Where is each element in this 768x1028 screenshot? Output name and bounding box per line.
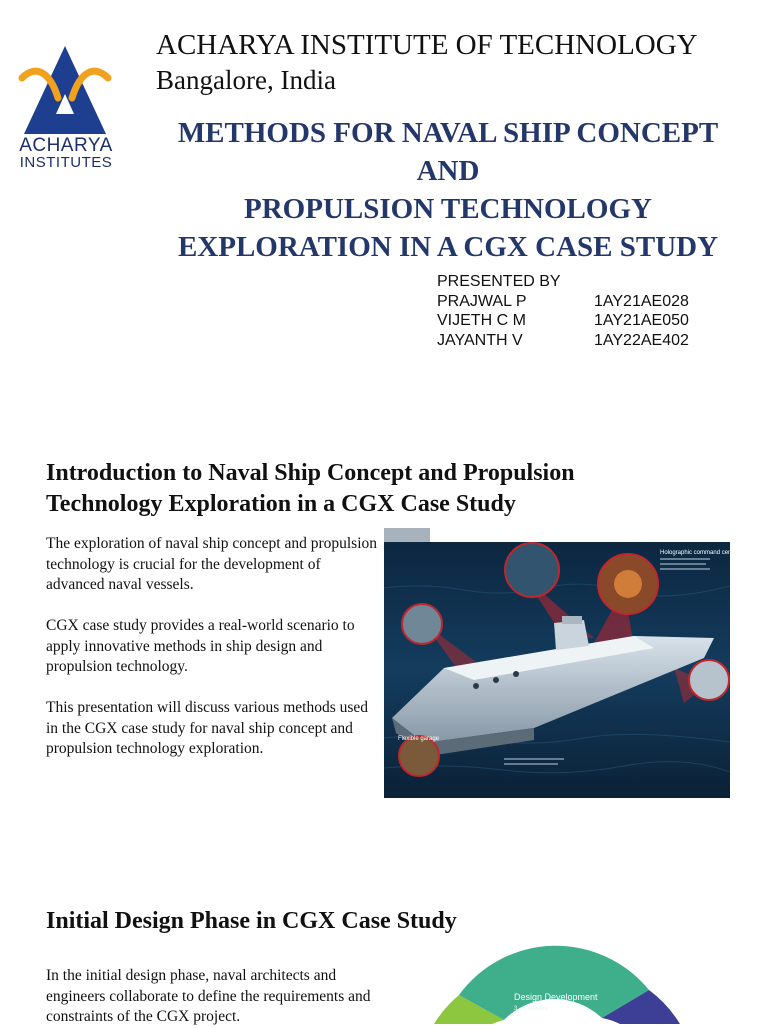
- presenter-name: PRAJWAL P: [437, 292, 527, 310]
- title-line-3: PROPULSION TECHNOLOGY: [244, 193, 652, 225]
- presenter-row: [437, 311, 689, 331]
- presenters-heading: PRESENTED BY: [437, 273, 561, 290]
- presenter-usn: 1AY22AE402: [594, 331, 689, 349]
- intro-paragraph: The exploration of naval ship concept and propulsion technology is crucial for the development of advanced naval vessels.: [46, 535, 378, 593]
- intro-slide-title: Introduction to Naval Ship Concept and Propulsion Technology Exploration in a CGX Case Study: [46, 460, 575, 517]
- chart-segment-label: Design Development: [514, 992, 598, 1002]
- design-phase-body: In the initial design phase, naval architects and engineers collaborate to define the requirements and constraints of the CGX project.: [46, 967, 371, 1025]
- presentation-title: [142, 114, 754, 266]
- presenter-usn: 1AY21AE050: [594, 312, 689, 329]
- logo-wordmark-bottom: INSTITUTES: [19, 154, 113, 171]
- chart-segment-duration: 3 - 4 months: [514, 1006, 548, 1012]
- intro-paragraph: CGX case study provides a real-world scenario to apply innovative methods in ship design and propulsion technology.: [46, 617, 355, 675]
- design-phase-chart: [384, 960, 730, 1027]
- institute-location: Bangalore, India: [156, 65, 336, 95]
- naval-ship-infographic: [384, 528, 739, 798]
- presenter-name: JAYANTH V: [437, 331, 523, 349]
- logo-wordmark-top: ACHARYA: [19, 135, 113, 156]
- design-phase-title: Initial Design Phase in CGX Case Study: [46, 908, 457, 934]
- intro-slide-body: [46, 534, 378, 780]
- presenter-usn: 1AY21AE028: [594, 292, 689, 310]
- figure-label-garage: Flexible garage: [398, 736, 440, 742]
- presenters-block: [437, 272, 689, 350]
- title-line-1: METHODS FOR NAVAL SHIP CONCEPT: [177, 117, 719, 149]
- title-line-4: EXPLORATION IN A CGX CASE STUDY: [177, 231, 719, 263]
- presenter-row: [437, 292, 689, 312]
- intro-paragraph: This presentation will discuss various methods used in the CGX case study for naval ship concept and propulsion technology exploration.: [46, 699, 369, 757]
- chart-segment-percent: 15%: [512, 1012, 539, 1027]
- presenter-name: VIJETH C M: [437, 312, 526, 329]
- presenter-row: [437, 331, 689, 351]
- title-line-2: AND: [416, 155, 480, 187]
- figure-label-command-centre: Holographic command centre: [660, 550, 739, 556]
- institute-name: ACHARYA INSTITUTE OF TECHNOLOGY: [156, 29, 698, 61]
